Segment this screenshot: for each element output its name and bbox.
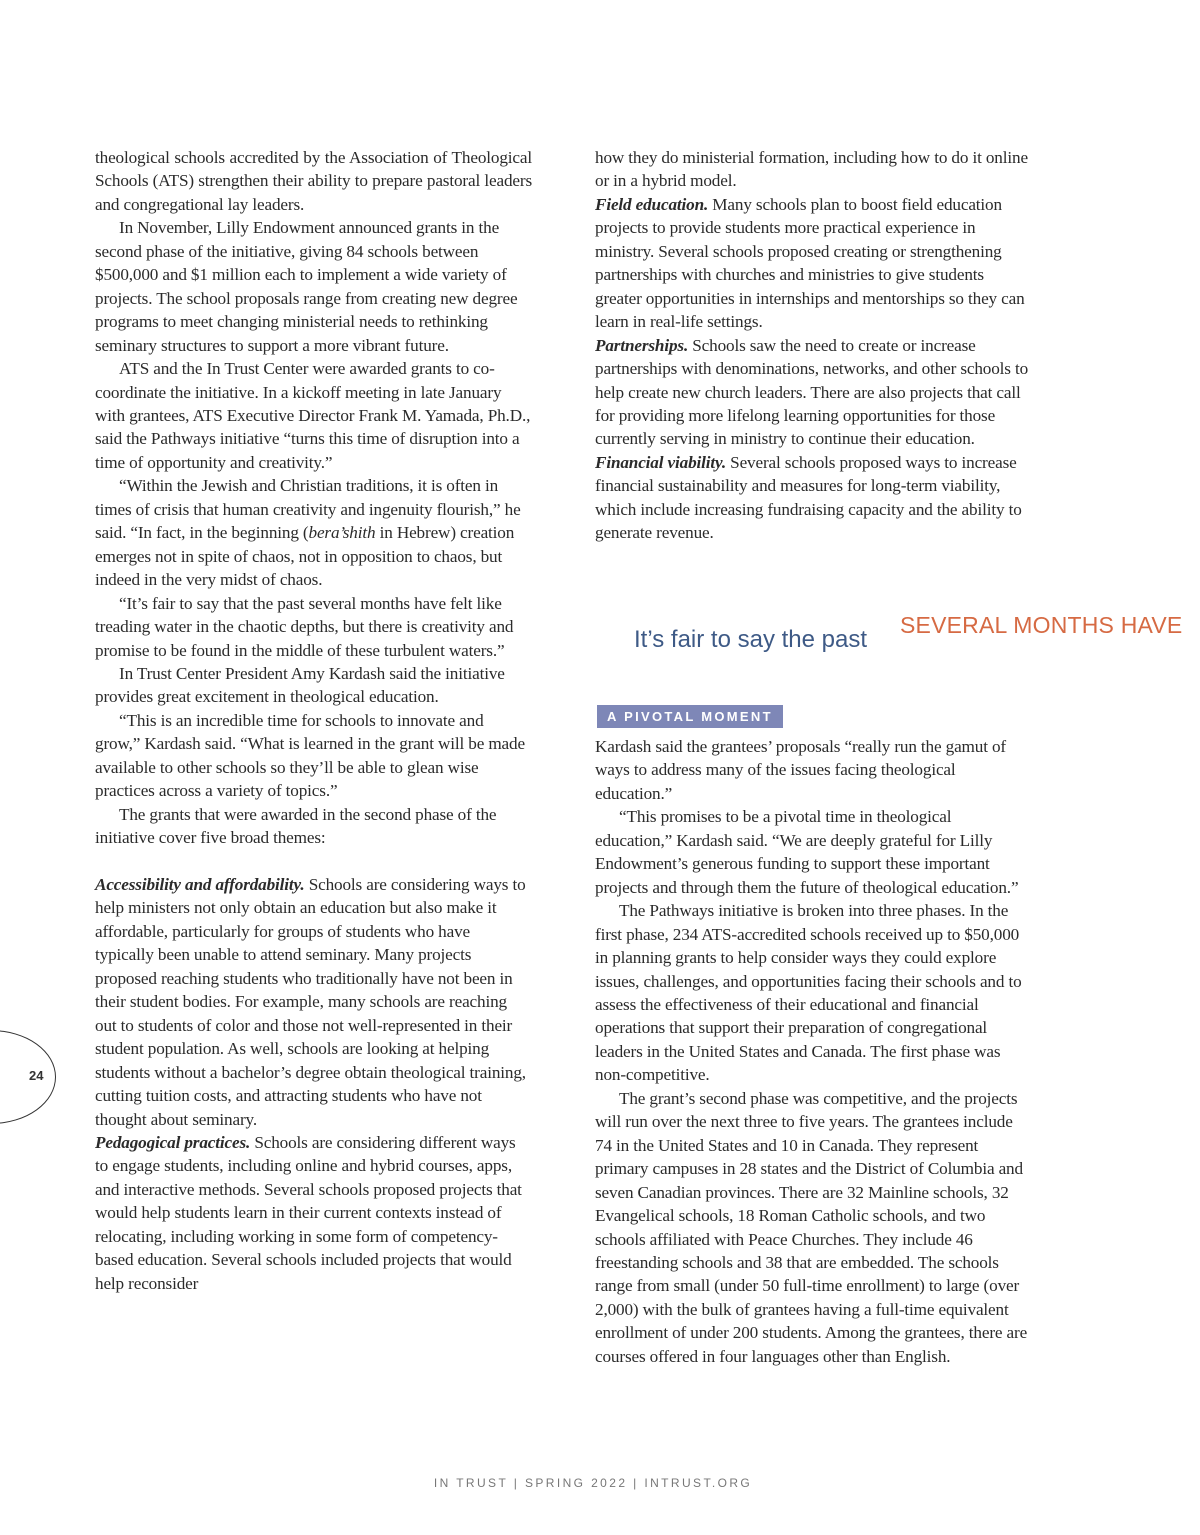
right-column <box>595 146 1030 545</box>
paragraph: “It’s fair to say that the past several months have felt like treading water in the chaotic depths, but there is creativity and promise to be found in the middle of these turbulent waters.” <box>95 593 514 660</box>
pull-quote <box>634 612 1194 656</box>
paragraph <box>95 474 532 591</box>
theme-lead: Partnerships. <box>595 335 689 355</box>
theme-text: Several schools proposed ways to increase financial sustainability and measures for long-term viability, which include increasing fundraising capacity and the ability to generate revenue. <box>595 452 1022 543</box>
theme-text: Schools saw the need to create or increase partnerships with denominations, networks, and other schools to help create new church leaders. There are also projects that call for providing more lifelong learning opportunities for those currently serving in ministry to continue their education. <box>595 335 1029 449</box>
theme-paragraph <box>595 451 1030 545</box>
pull-quote-caps: SEVERAL MONTHS HAVE <box>900 612 1183 638</box>
paragraph: ATS and the In Trust Center were awarded grants to co-coordinate the initiative. In a kickoff meeting in late January with grantees, ATS Executive Director Frank M. Yamada, Ph.D., said the Pathways initiative “turns this time of disruption into a time of opportunity and creativity.” <box>95 359 531 472</box>
section-body <box>595 735 1030 1368</box>
paragraph: The Pathways initiative is broken into three phases. In the first phase, 234 ATS-accredited schools received up to $50,000 in planning grants to help consider ways they could explore issues, challenges, and opportunities facing their schools and to assess the effectiveness of their educational and financial operations that support their preparation of congregational leaders in the United States and Canada. The first phase was non-competitive. <box>595 901 1022 1085</box>
footer: IN TRUST | SPRING 2022 | INTRUST.ORG <box>433 1476 753 1490</box>
pull-quote-text: It’s fair to say the past <box>634 626 868 653</box>
paragraph: The grants that were awarded in the second phase of the initiative cover five broad themes: <box>95 804 497 848</box>
paragraph: “This is an incredible time for schools to innovate and grow,” Kardash said. “What is learned in the grant will be made available to other schools so they’ll be able to glean wise practices across a variety of topics.” <box>95 710 525 801</box>
italic-term: bera’shith <box>308 523 376 543</box>
theme-lead: Accessibility and affordability. <box>95 875 305 895</box>
section-label: A PIVOTAL MOMENT <box>597 705 783 728</box>
theme-paragraph <box>595 334 1030 451</box>
page-number-circle <box>0 1030 56 1124</box>
paragraph: theological schools accredited by the Association of Theological Schools (ATS) strengthen their ability to prepare pastoral leaders and congregational lay leaders. <box>95 148 532 214</box>
page-number: 24 <box>29 1068 44 1083</box>
paragraph: In November, Lilly Endowment announced grants in the second phase of the initiative, giving 84 schools between $500,000 and $1 million each to implement a wide variety of projects. The school proposals range from creating new degree programs to meet changing ministerial needs to rethinking seminary structures to support a more vibrant future. <box>95 218 518 355</box>
paragraph: “This promises to be a pivotal time in theological education,” Kardash said. “We are deeply grateful for Lilly Endowment’s generous funding to support these important projects and through them the future of theological education.” <box>595 807 1019 897</box>
theme-lead: Pedagogical practices. <box>95 1133 251 1153</box>
paragraph: how they do ministerial formation, including how to do it online or in a hybrid model. <box>595 148 1028 191</box>
paragraph: The grant’s second phase was competitive, and the projects will run over the next three to five years. The grantees include 74 in the United States and 10 in Canada. They represent primary campuses in 28 states and the District of Columbia and seven Canadian provinces. There are 32 Mainline schools, 32 Evangelical schools, 18 Roman Catholic schools, and two schools affiliated with Peace Churches. They include 46 freestanding schools and 38 that are embedded. The schools range from small (under 50 full-time enrollment) to large (over 2,000) with the bulk of grantees having a full-time equivalent enrollment of under 200 students. Among the grantees, there are courses offered in four languages other than English. <box>595 1088 1028 1366</box>
paragraph: In Trust Center President Amy Kardash said the initiative provides great excitement in theological education. <box>95 663 505 707</box>
theme-text: Many schools plan to boost field education projects to provide students more practical experience in ministry. Several schools proposed creating or strengthening partnerships with churches and ministries to give students greater opportunities in internships and mentorships so they can learn in real-life settings. <box>595 194 1025 332</box>
theme-text: Schools are considering different ways to engage students, including online and hybrid courses, apps, and interactive methods. Several schools proposed projects that would help students learn in their current contexts instead of relocating, including working in some form of competency-based education. Several schools included projects that would help reconsider <box>95 1133 522 1293</box>
theme-paragraph <box>595 193 1030 334</box>
theme-text: Schools are considering ways to help ministers not only obtain an education but also make it affordable, particularly for groups of students who have typically been unable to attend seminary. Many projects proposed reaching students who traditionally have not been in their student bodies. For example, many schools are reaching out to students of color and those not well-represented in their student population. As well, schools are looking at helping students without a bachelor’s degree obtain theological training, cutting tuition costs, and attracting students who have not thought about seminary. <box>95 875 526 1129</box>
left-column <box>95 146 532 1295</box>
theme-paragraph <box>95 873 532 1131</box>
text-span: in Hebrew) creation emerges not in spite of chaos, not in opposition to chaos, but indeed in the very midst of chaos. <box>95 523 515 590</box>
theme-lead: Field education. <box>595 194 709 214</box>
paragraph: Kardash said the grantees’ proposals “really run the gamut of ways to address many of the issues facing theological education.” <box>595 737 1007 803</box>
text-span: “Within the Jewish and Christian traditions, it is often in times of crisis that human creativity and ingenuity flourish,” he said. “In fact, in the beginning ( <box>95 476 521 543</box>
theme-lead: Financial viability. <box>595 452 727 472</box>
theme-paragraph <box>95 1131 532 1295</box>
